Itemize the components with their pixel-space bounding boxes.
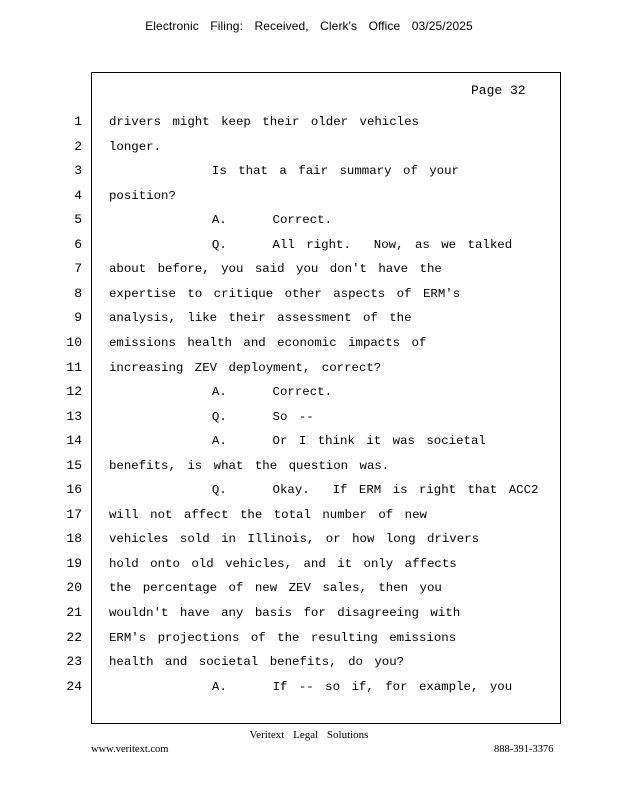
line-text: will not affect the total number of new bbox=[109, 508, 427, 522]
line-text: Q. So -- bbox=[109, 410, 314, 424]
line-text: A. Or I think it was societal bbox=[109, 434, 486, 448]
line-text: Q. Okay. If ERM is right that ACC2 bbox=[109, 483, 539, 497]
line-text: increasing ZEV deployment, correct? bbox=[109, 361, 382, 375]
line-number: 2 bbox=[74, 139, 82, 154]
line-number: 3 bbox=[74, 163, 82, 178]
line-number: 5 bbox=[74, 212, 82, 227]
line-number: 11 bbox=[66, 360, 82, 375]
line-text: A. Correct. bbox=[109, 213, 333, 227]
line-number: 1 bbox=[74, 114, 82, 129]
line-number: 17 bbox=[66, 507, 82, 522]
line-text: position? bbox=[109, 189, 176, 203]
line-number: 21 bbox=[66, 605, 82, 620]
line-number: 7 bbox=[74, 261, 82, 276]
line-number: 4 bbox=[74, 188, 82, 203]
footer-company: Veritext Legal Solutions bbox=[249, 729, 369, 741]
page-number: Page 32 bbox=[471, 83, 526, 98]
line-number: 8 bbox=[74, 286, 82, 301]
line-number: 22 bbox=[66, 630, 82, 645]
line-number: 10 bbox=[66, 335, 82, 350]
line-number: 14 bbox=[66, 433, 82, 448]
line-number: 6 bbox=[74, 237, 82, 252]
line-text: Q. All right. Now, as we talked bbox=[109, 238, 513, 252]
line-number: 9 bbox=[74, 310, 82, 325]
line-number: 18 bbox=[66, 531, 82, 546]
line-text: the percentage of new ZEV sales, then you bbox=[109, 581, 442, 595]
line-text: vehicles sold in Illinois, or how long drivers bbox=[109, 532, 480, 546]
line-text: wouldn't have any basis for disagreeing with bbox=[109, 606, 461, 620]
line-text: emissions health and economic impacts of bbox=[109, 336, 427, 350]
line-text: longer. bbox=[109, 140, 162, 154]
line-number: 13 bbox=[66, 409, 82, 424]
line-text: ERM's projections of the resulting emissions bbox=[109, 631, 457, 645]
line-number: 15 bbox=[66, 458, 82, 473]
line-text: health and societal benefits, do you? bbox=[109, 655, 405, 669]
footer-phone: 888-391-3376 bbox=[494, 744, 554, 755]
line-text: expertise to critique other aspects of ERM's bbox=[109, 287, 461, 301]
line-text: about before, you said you don't have the bbox=[109, 262, 442, 276]
filing-stamp: Electronic Filing: Received, Clerk's Office 03/25/2025 bbox=[145, 19, 473, 33]
line-number: 12 bbox=[66, 384, 82, 399]
line-text: drivers might keep their older vehicles bbox=[109, 115, 419, 129]
line-text: benefits, is what the question was. bbox=[109, 459, 390, 473]
line-text: Is that a fair summary of your bbox=[109, 164, 459, 178]
line-number: 23 bbox=[66, 654, 82, 669]
line-text: analysis, like their assessment of the bbox=[109, 311, 412, 325]
line-number: 19 bbox=[66, 556, 82, 571]
line-number: 16 bbox=[66, 482, 82, 497]
line-number: 24 bbox=[66, 679, 82, 694]
line-number: 20 bbox=[66, 580, 82, 595]
line-text: A. Correct. bbox=[109, 385, 333, 399]
line-text: hold onto old vehicles, and it only affects bbox=[109, 557, 457, 571]
line-text: A. If -- so if, for example, you bbox=[109, 680, 513, 694]
footer-website: www.veritext.com bbox=[91, 744, 169, 755]
